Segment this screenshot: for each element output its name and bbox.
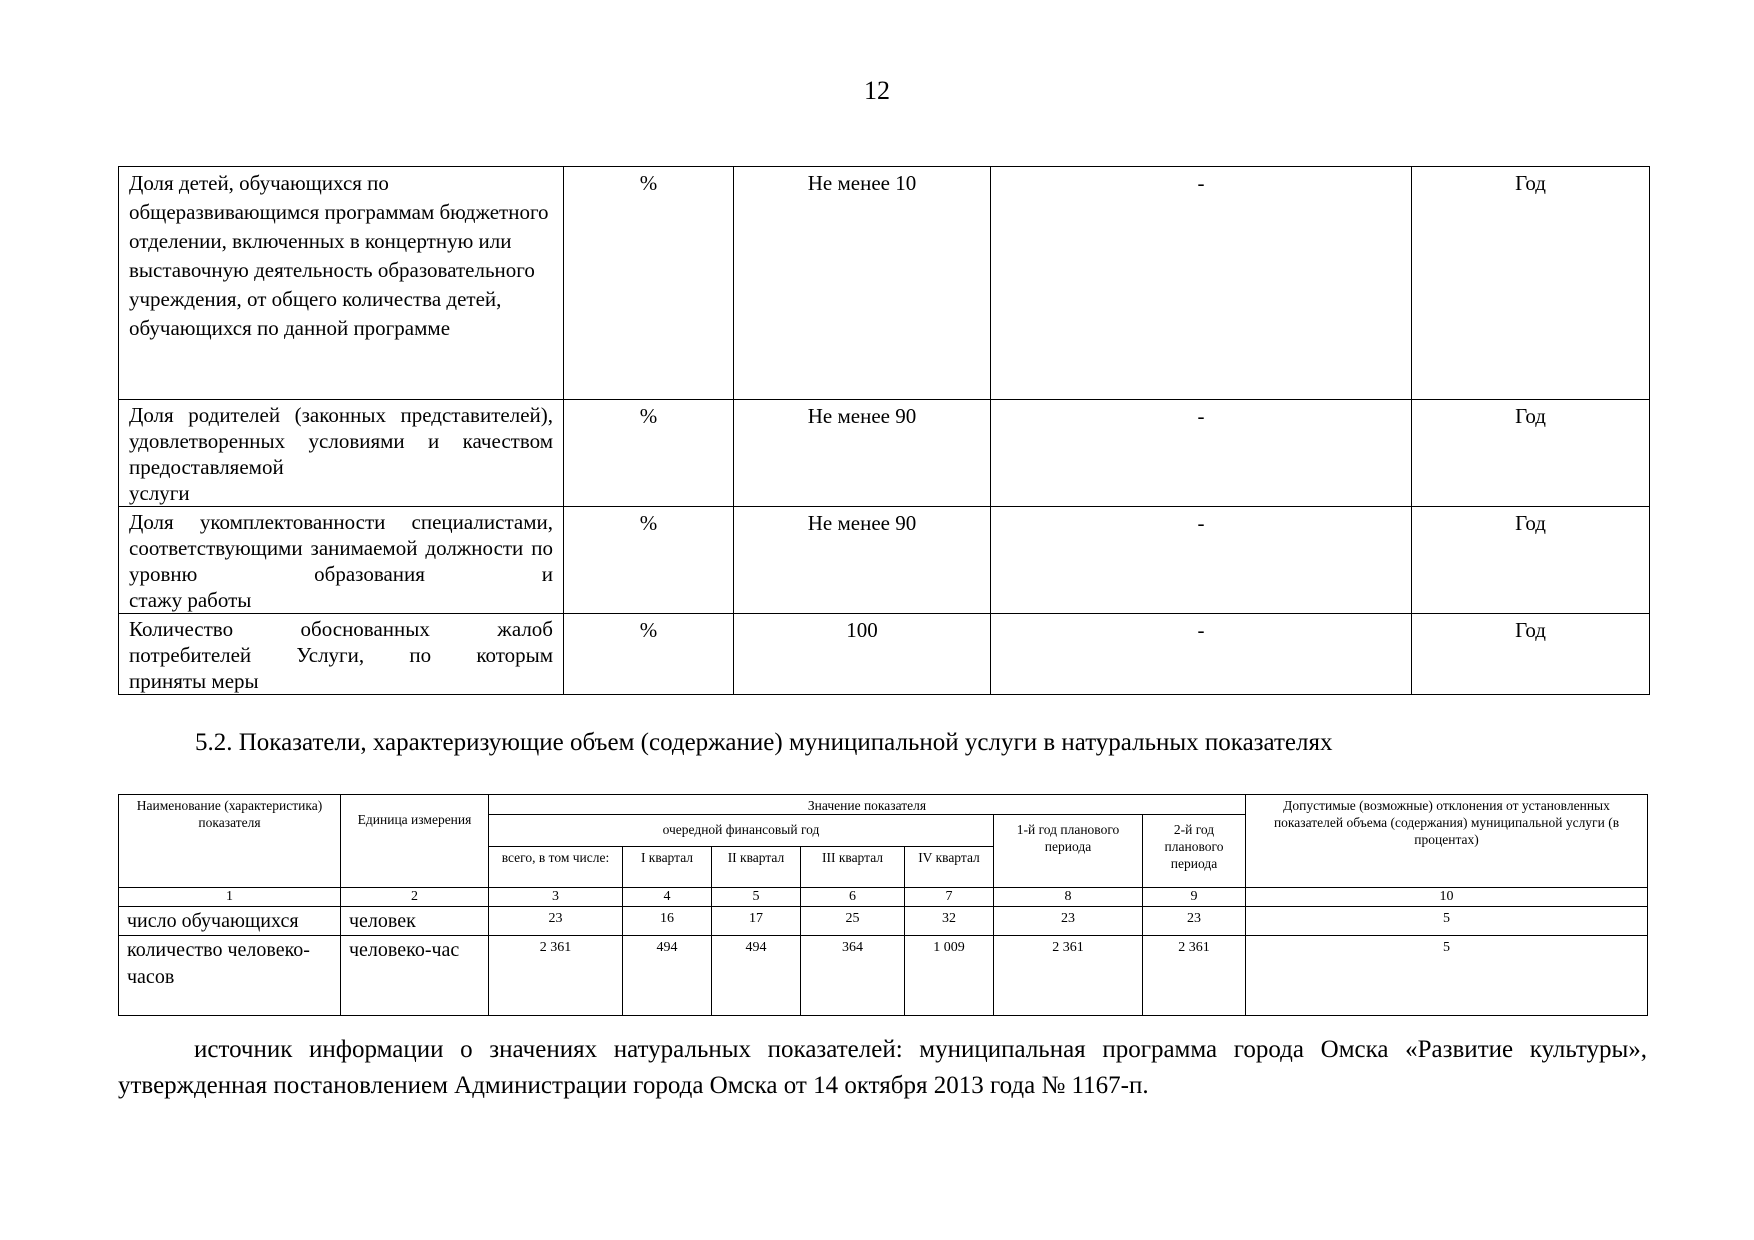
indicator-unit: % <box>564 400 734 507</box>
header-plan-year-2: 2-й год планового периода <box>1143 815 1246 888</box>
column-number: 8 <box>994 888 1143 907</box>
volume-indicator-unit: человеко-час <box>341 936 489 1016</box>
volume-indicator-name: число обучающихся <box>119 907 341 936</box>
indicator-name-line: потребителей Услуги, по которым <box>129 643 553 667</box>
table-row <box>119 614 1650 695</box>
indicator-unit: % <box>564 614 734 695</box>
header-unit: Единица измерения <box>341 795 489 888</box>
source-note: источник информации о значениях натуральных показателей: муниципальная программа города Омска «Развитие культуры», утвержденная постановлением Администрации города Омска от 14 октября 2013 года № 1167-п. <box>118 1036 1647 1099</box>
indicator-name <box>119 507 564 614</box>
header-q1: I квартал <box>623 847 712 888</box>
header-name: Наименование (характеристика) показателя <box>119 795 341 888</box>
indicator-name-line: услуги <box>129 481 190 505</box>
indicator-period: Год <box>1412 614 1650 695</box>
indicator-unit: % <box>564 507 734 614</box>
indicator-name-line: Количество обоснованных жалоб <box>129 617 553 641</box>
column-number-row <box>119 888 1648 907</box>
quality-indicators-table <box>118 166 1650 695</box>
volume-value-total: 2 361 <box>489 936 623 1016</box>
volume-indicator-unit: человек <box>341 907 489 936</box>
indicator-name-line: представителей), удовлетворенных <box>129 403 553 453</box>
header-q3: III квартал <box>801 847 905 888</box>
indicator-name: Доля детей, обучающихся по общеразвивающимся программам бюджетного отделении, включенных в концертную или выставочную деятельность образовательного учреждения, от общего количества детей, обучающихся по данной программе <box>119 167 564 400</box>
volume-value-plan2: 2 361 <box>1143 936 1246 1016</box>
indicator-value: 100 <box>734 614 991 695</box>
volume-value-deviation: 5 <box>1246 907 1648 936</box>
column-number: 1 <box>119 888 341 907</box>
indicator-period: Год <box>1412 507 1650 614</box>
volume-value-plan2: 23 <box>1143 907 1246 936</box>
table-row <box>119 507 1650 614</box>
volume-indicators-table <box>118 794 1648 1016</box>
indicator-deviation: - <box>991 400 1412 507</box>
table-row <box>119 936 1648 1016</box>
volume-value-total: 23 <box>489 907 623 936</box>
volume-value-q2: 17 <box>712 907 801 936</box>
section-title: 5.2. Показатели, характеризующие объем (содержание) муниципальной услуги в натуральных показателях <box>195 729 1333 756</box>
indicator-deviation: - <box>991 167 1412 400</box>
header-q4: IV квартал <box>905 847 994 888</box>
volume-value-q3: 364 <box>801 936 905 1016</box>
indicator-value: Не менее 10 <box>734 167 991 400</box>
column-number: 4 <box>623 888 712 907</box>
column-number: 6 <box>801 888 905 907</box>
volume-value-q2: 494 <box>712 936 801 1016</box>
header-q2: II квартал <box>712 847 801 888</box>
indicator-name-line: Доля родителей (законных <box>129 403 386 427</box>
column-number: 7 <box>905 888 994 907</box>
column-number: 5 <box>712 888 801 907</box>
indicator-name-line: стажу работы <box>129 588 252 612</box>
header-row <box>119 795 1648 815</box>
volume-value-q4: 32 <box>905 907 994 936</box>
volume-value-q4: 1 009 <box>905 936 994 1016</box>
volume-value-deviation: 5 <box>1246 936 1648 1016</box>
indicator-name-line: Доля укомплектованности специалистами, <box>129 510 553 534</box>
indicator-name <box>119 400 564 507</box>
volume-value-plan1: 2 361 <box>994 936 1143 1016</box>
indicator-deviation: - <box>991 614 1412 695</box>
volume-value-q3: 25 <box>801 907 905 936</box>
column-number: 10 <box>1246 888 1648 907</box>
indicator-name-line: условиями и качеством предоставляемой <box>129 429 554 479</box>
indicator-unit: % <box>564 167 734 400</box>
column-number: 3 <box>489 888 623 907</box>
page-number: 12 <box>864 76 890 105</box>
volume-indicator-name: количество человеко-часов <box>119 936 341 1016</box>
header-plan-year-1: 1-й год планового периода <box>994 815 1143 888</box>
volume-value-q1: 16 <box>623 907 712 936</box>
header-total: всего, в том числе: <box>489 847 623 888</box>
table-row <box>119 400 1650 507</box>
indicator-period: Год <box>1412 400 1650 507</box>
indicator-deviation: - <box>991 507 1412 614</box>
table-row <box>119 167 1650 400</box>
indicator-name <box>119 614 564 695</box>
indicator-period: Год <box>1412 167 1650 400</box>
indicator-name-line: должности по уровню образования и <box>129 536 553 586</box>
table-row <box>119 907 1648 936</box>
header-value: Значение показателя <box>489 795 1246 815</box>
indicator-name-line: приняты меры <box>129 669 259 693</box>
header-deviation: Допустимые (возможные) отклонения от установленных показателей объема (содержания) муниципальной услуги (в процентах) <box>1246 795 1648 888</box>
column-number: 2 <box>341 888 489 907</box>
volume-value-plan1: 23 <box>994 907 1143 936</box>
indicator-value: Не менее 90 <box>734 400 991 507</box>
indicator-name-line: соответствующими занимаемой <box>129 536 418 560</box>
header-current-year: очередной финансовый год <box>489 815 994 847</box>
indicator-value: Не менее 90 <box>734 507 991 614</box>
volume-value-q1: 494 <box>623 936 712 1016</box>
column-number: 9 <box>1143 888 1246 907</box>
